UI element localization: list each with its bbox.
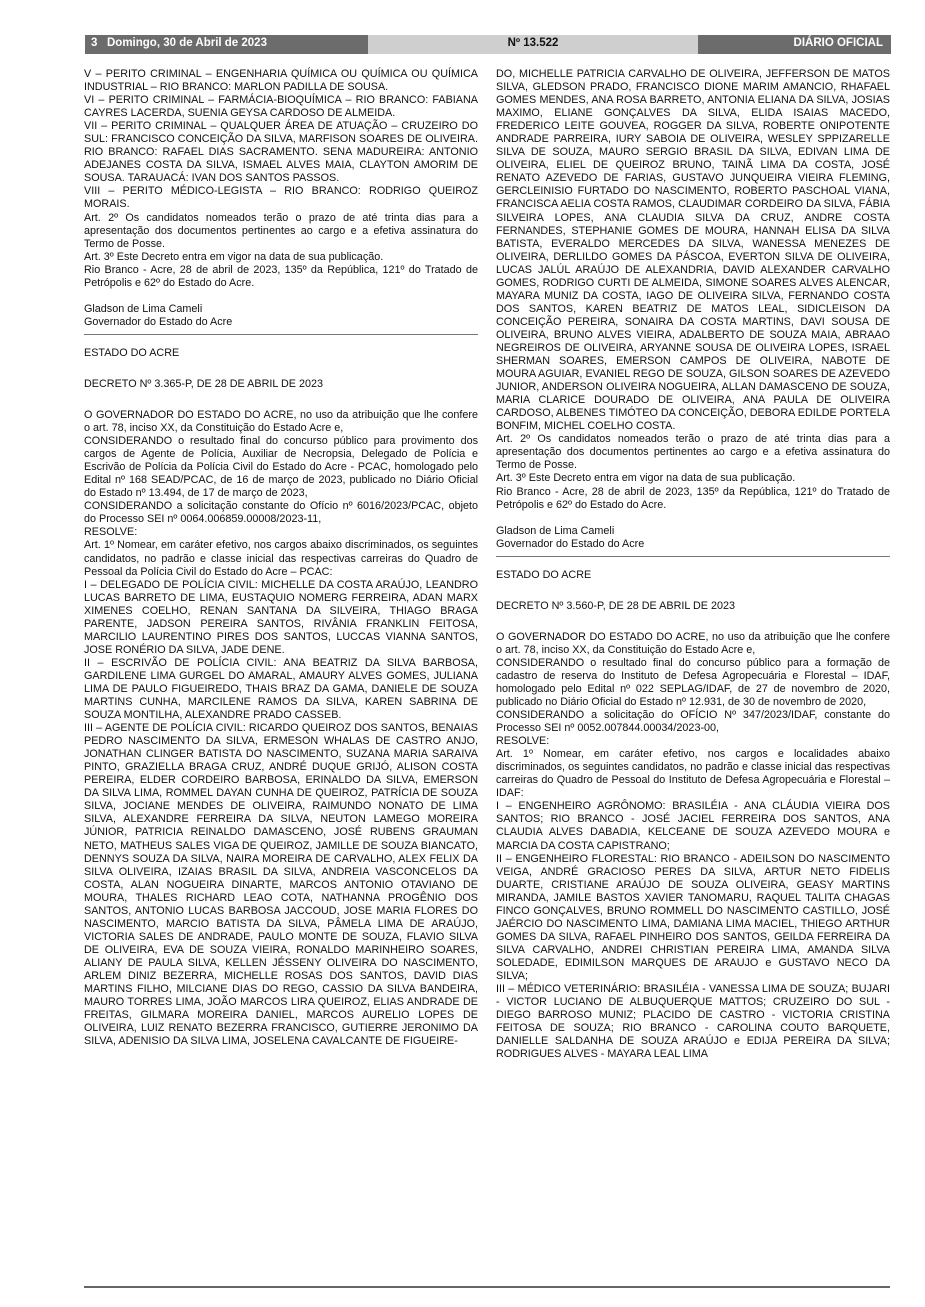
signer-name: Gladson de Lima Cameli — [84, 302, 203, 315]
decree-title: DECRETO Nº 3.365-P, DE 28 DE ABRIL DE 2023 — [84, 377, 323, 390]
decree-paragraph: Art. 1º Nomear, em caráter efetivo, nos cargos e localidades abaixo discriminados, os seguintes candidatos, no padrão e classe inicial das respectivas carreiras do Quadro de Pessoal do Instituto de Defesa Agropecuária e Florestal – IDAF: — [496, 748, 890, 800]
decree-title: DECRETO Nº 3.560-P, DE 28 DE ABRIL DE 2023 — [496, 599, 735, 612]
paragraph: V – PERITO CRIMINAL – ENGENHARIA QUÍMICA OU QUÍMICA OU QUÍMICA INDUSTRIAL – RIO BRANCO: MARLON PADILLA DE SOUSA. — [84, 68, 478, 94]
decree-paragraph: O GOVERNADOR DO ESTADO DO ACRE, no uso da atribuição que lhe confere o art. 78, inciso XX, da Constituição do Estado Acre e, — [496, 630, 890, 656]
decree-paragraph: II – ESCRIVÃO DE POLÍCIA CIVIL: ANA BEATRIZ DA SILVA BARBOSA, GARDILENE LIMA GURGEL DO AMARAL, AMAURY ALVES GOMES, JULIANA LIMA DE PAULO FIGUEIREDO, THAIS BRAZ DA GAMA, DANIELE DE SOUZA MARTINS CUNHA, MARCILENE RAMOS DA SILVA, KAREN SABRINA DE SOUZA MONTILHA, ALEXANDRE PRADO CASSEB. — [84, 656, 478, 722]
decree-paragraph: CONSIDERANDO o resultado final do concurso público para provimento dos cargos de Agente de Polícia, Auxiliar de Necropsia, Delegado de Polícia e Escrivão de Polícia da Polícia Civil do Estado do Acre - PCAC, homologado pelo Edital nº 168 SEAD/PCAC, de 16 de março de 2023, publicado no Diário Oficial do Estado nº 13.494, de 17 de março de 2023, — [84, 435, 478, 500]
decree-paragraph: O GOVERNADOR DO ESTADO DO ACRE, no uso da atribuição que lhe confere o art. 78, inciso XX, da Constituição do Estado Acre e, — [84, 408, 478, 435]
header-mid-band — [368, 35, 698, 54]
decree-paragraph: Art. 1º Nomear, em caráter efetivo, nos cargos abaixo discriminados, os seguintes candidatos, no padrão e classe inicial das respectivas carreiras do Quadro de Pessoal da Polícia Civil do Estado do Acre – PCAC: — [84, 539, 478, 578]
paragraph: Art. 3º Este Decreto entra em vigor na data de sua publicação. — [496, 472, 796, 485]
signer-title: Governador do Estado do Acre — [496, 537, 645, 550]
decree-paragraph: CONSIDERANDO a solicitação constante do Ofício nº 6016/2023/PCAC, objeto do Processo SEI nº 0064.006859.00008/2023-11, — [84, 500, 478, 526]
issue-date: Domingo, 30 de Abril de 2023 — [107, 37, 267, 49]
footer-rule — [84, 1286, 890, 1288]
paragraph: VI – PERITO CRIMINAL – FARMÁCIA-BIOQUÍMICA – RIO BRANCO: FABIANA CAYRES LACERDA, SUENIA GEYSA CARDOSO DE ALMEIDA. — [84, 94, 478, 120]
signer-title: Governador do Estado do Acre — [84, 315, 233, 328]
paragraph: VIII – PERITO MÉDICO-LEGISTA – RIO BRANCO: RODRIGO QUEIROZ MORAIS. — [84, 185, 478, 211]
paragraph: Rio Branco - Acre, 28 de abril de 2023, 135º da República, 121º do Tratado de Petrópolis e 62º do Estado do Acre. — [84, 263, 478, 289]
section-divider — [496, 556, 890, 557]
paragraph: DO, MICHELLE PATRICIA CARVALHO DE OLIVEIRA, JEFFERSON DE MATOS SILVA, GLEDSON PRADO, FRANCISCO DIONE MARIM AMANCIO, RHAFAEL GOMES MENDES, ANA ROSA BARRETO, ANTONIA ELIANA DA SILVA, JOSIAS MAXIMO, ELIANE GONÇALVES DA SILVA, ELIDA ISAIAS MACEDO, FREDERICO LEITE GOUVEA, ROGGER DA SILVA, ROBERTE ONIPOTENTE ANDRADE PARREIRA, IURY SABOIA DE OLIVEIRA, WESLEY SPPIZARELLE SILVA DE SOUZA, MAURO SERGIO BRASIL DA SILVA, EDIVAN LIMA DE OLIVEIRA, ELIEL DE QUEIROZ BRUNO, TAINÃ LIMA DA COSTA, JOSÉ RENATO AZEVEDO DE FARIAS, GUSTAVO JUNQUEIRA VIEIRA FLEMING, GERCLEINISIO FURTADO DO NASCIMENTO, ROBERTO PASCHOAL VIANA, FRANCISCA AELIA COSTA RAMOS, CLAUDIMAR CORDEIRO DA SILVA, FÁBIA SILVEIRA LOPES, ANA CLAUDIA SILVA DA CRUZ, ANDRE COSTA FERNANDES, STEPHANIE GOMES DE MOURA, HANNAH ELISA DA SILVA BATISTA, EVERALDO MERCEDES DA SILVA, WANESSA MENEZES DE OLIVEIRA, DERLILDO GOMES DA PÁSCOA, EVERTON SILVA DE OLIVEIRA, LUCAS JALÚL ARAÚJO DE ALEXANDRIA, DAVID ALEXANDER CARVALHO GOMES, RODRIGO CURTI DE ALMEIDA, SIMONE SOARES ALVES ALENCAR, MAYARA MUNIZ DA COSTA, IAGO DE OLIVEIRA SILVA, FERNANDO COSTA DOS SANTOS, KAREN BEATRIZ DE MATOS LEAL, SIDICLEISON DA CONCEIÇÃO PEREIRA, SONAIRA DA COSTA MARTINS, DAVI SOUSA DE OLIVEIRA, BRUNO ALVES VIEIRA, ADALBERTO DE SOUZA MAIA, ABRAAO NEGREIROS DE OLIVEIRA, ARYANNE SOUSA DE OLIVEIRA LOPES, ISRAEL SHERMAN SOARES, EMERSON CAMPOS DE OLIVEIRA, NABOTE DE MOURA AGUIAR, EVANIEL REGO DE SOUZA, GILSON SOARES DE AZEVEDO JUNIOR, ANDERSON OLIVEIRA NOGUEIRA, ALLAN DAMASCENO DE SOUZA, MARIA CLARICE DOURADO DE OLIVEIRA, ANA PAULA DE OLIVEIRA CARDOSO, ALBENES TIMÓTEO DA CONCEIÇÃO, DEBORA EDILDE PORTELA BONFIM, MICHEL COELHO COSTA. — [496, 68, 890, 433]
decree-paragraph: CONSIDERANDO a solicitação do OFÍCIO Nº 347/2023/IDAF, constante do Processo SEI nº 0052.007844.00034/2023-00, — [496, 709, 890, 735]
decree-paragraph: III – AGENTE DE POLÍCIA CIVIL: RICARDO QUEIROZ DOS SANTOS, BENAIAS PEDRO NASCIMENTO DA SILVA, ERMESON WHALAS DE CASTRO ANJO, JONATHAN CLINGER BATISTA DO NASCIMENTO, SUZANA MARIA SARAIVA PINTO, GRAZIELLA BRAGA CRUZ, ANDRÉ DUQUE GRIJÓ, ALISON COSTA PEREIRA, ELDER CORDEIRO BARBOSA, ERINALDO DA SILVA, EMERSON DA SILVA LIMA, ROMMEL DAYAN CUNHA DE QUEIROZ, PATRÍCIA DE SOUZA SILVA, JOCIANE MENDES DE OLIVEIRA, RAIMUNDO NONATO DE LIMA SILVA, ALEXANDRE FERREIRA DA SILVA, NEUTON LAMEGO MOREIRA JÚNIOR, PATRICIA REINALDO DAMASCENO, JOSÉ RUBENS GRAUMAN NETO, MATHEUS SALES VIGA DE QUEIROZ, JAMILLE DE SOUZA BIANCATO, DENNYS SOUZA DA SILVA, NAIRA MOREIRA DE CARVALHO, ALEX FELIX DA SILVA OLIVEIRA, IZAIAS BRASIL DA SILVA, ANDREIA VASCONCELOS DA COSTA, ALAN NOGUEIRA DINARTE, MARCOS ANTONIO OTAVIANO DE MOURA, THALES RICHARD LEAO COTA, NATHANNA PROGÊNIO DOS SANTOS, ANTONIO LUCAS BARBOSA JACCOUD, JOSE MARIA FLORES DO NASCIMENTO, MARCIO BATISTA DA SILVA, PÂMELA LIMA DE ARAÚJO, VICTORIA SALES DE ANDRADE, PAULO MONTE DE SOUZA, FLAVIO SILVA DE OLIVEIRA, EVA DE SOUZA VIEIRA, RONALDO MARINHEIRO SOARES, ALIANY DE PAULA SILVA, KELLEN JÉSSENY OLIVEIRA DO NASCIMENTO, ARLEM DINIZ BEZERRA, MICHELLE ROSAS DOS SANTOS, DAVID DIAS MARTINS FILHO, MILCIANE DIAS DO REGO, CASSIO DA SILVA BANDEIRA, MAURO TORRES LIMA, JOÃO MARCOS LIRA QUEIROZ, ELIAS ANDRADE DE FREITAS, GILMARA MOREIRA DANIEL, MARCOS AURELIO LOPES DE OLIVEIRA, LUIZ RENATO BEZERRA FRANCISCO, GUTIERRE JERONIMO DA SILVA, ADENISIO DA SILVA LIMA, JOSELENA CAVALCANTE DE FIGUEIRE- — [84, 722, 478, 1048]
paragraph: Rio Branco - Acre, 28 de abril de 2023, 135º da República, 121º do Tratado de Petrópolis e 62º do Estado do Acre. — [496, 485, 890, 511]
issue-number: Nº 13.522 — [507, 37, 559, 49]
signer-name: Gladson de Lima Cameli — [496, 524, 615, 537]
decree-paragraph: RESOLVE: — [84, 526, 138, 539]
paragraph: VII – PERITO CRIMINAL – QUALQUER ÁREA DE ATUAÇÃO – CRUZEIRO DO SUL: FRANCISCO CONCEIÇÃO DA SILVA, MARFISON SOARES DE OLIVEIRA. RIO BRANCO: RAFAEL DIAS SACRAMENTO. SENA MADUREIRA: ANTONIO ADEJANES COSTA DA SILVA, ISMAEL ALVES MAIA, CLAYTON AMORIM DE SOUSA. TARAUACÁ: IVAN DOS SANTOS PASSOS. — [84, 120, 478, 185]
decree-paragraph: III – MÉDICO VETERINÁRIO: BRASILÉIA - VANESSA LIMA DE SOUZA; BUJARI - VICTOR LUCIANO DE ALBUQUERQUE MATTOS; CRUZEIRO DO SUL - DIEGO BARROSO MUNIZ; PLACIDO DE CASTRO - VICTORIA CRISTINA FEITOSA DE SOUZA; RIO BRANCO - CAROLINA COUTO BARQUETE, DANIELLE SALDANHA DE SOUZA ARAÚJO e EDIJA PEREIRA DA SILVA; RODRIGUES ALVES - MAYARA LEAL LIMA — [496, 983, 890, 1061]
decree-paragraph: CONSIDERANDO o resultado final do concurso público para a formação de cadastro de reserva do Instituto de Defesa Agropecuária e Florestal – IDAF, homologado pelo Edital nº 022 SEPLAG/IDAF, de 27 de novembro de 2020, publicado no Diário Oficial do Estado nº 12.931, de 30 de novembro de 2020, — [496, 656, 890, 709]
section-heading: ESTADO DO ACRE — [496, 568, 592, 581]
publication-name: DIÁRIO OFICIAL — [793, 37, 883, 49]
paragraph: Art. 3º Este Decreto entra em vigor na data de sua publicação. — [84, 250, 384, 263]
decree-paragraph: I – ENGENHEIRO AGRÔNOMO: BRASILÉIA - ANA CLÁUDIA VIEIRA DOS SANTOS; RIO BRANCO - JOSÉ JACIEL FERREIRA DOS SANTOS, ANA CLAUDIA ALVES DABADIA, KELCEANE DE SOUZA AZEVEDO MOURA e MARCIA DA COSTA CAPISTRANO; — [496, 800, 890, 852]
page-number: 3 — [91, 37, 98, 49]
page-header — [85, 35, 891, 54]
section-heading: ESTADO DO ACRE — [84, 346, 180, 359]
paragraph: Art. 2º Os candidatos nomeados terão o prazo de até trinta dias para a apresentação dos documentos pertinentes ao cargo e a efetiva assinatura do Termo de Posse. — [84, 211, 478, 250]
decree-paragraph: II – ENGENHEIRO FLORESTAL: RIO BRANCO - ADEILSON DO NASCIMENTO VEIGA, ANDRÉ GRACIOSO PERES DA SILVA, ARTUR NETO FIDELIS DUARTE, CRISTIANE ARAÚJO DE SOUZA OLIVEIRA, GEASY MARTINS MIRANDA, JAMILE BASTOS XAVIER TANOMARU, RAQUEL TALITA CHAGAS FINCO GONÇALVES, BRUNO ROMMELL DO NASCIMENTO CASTILLO, JOSÉ JAÉRCIO DO NASCIMENTO LIMA, DAMIANA LIMA MACIEL, THIEGO ARTHUR GOMES DA SILVA, RAFAEL PINHEIRO DOS SANTOS, GEILDA FERREIRA DA SILVA CARVALHO, ANDREI CHRISTIAN PEREIRA LIMA, AMANDA SILVA SOLEDADE, EDIMILSON MARQUES DE ARAUJO e GUSTAVO NECO DA SILVA; — [496, 852, 890, 982]
right-column — [496, 68, 890, 1061]
header-right-band — [698, 35, 891, 54]
decree-paragraph: RESOLVE: — [496, 735, 550, 748]
header-left-band — [85, 35, 368, 54]
left-column — [84, 68, 478, 1048]
paragraph: Art. 2º Os candidatos nomeados terão o prazo de até trinta dias para a apresentação dos documentos pertinentes ao cargo e a efetiva assinatura do Termo de Posse. — [496, 433, 890, 472]
decree-paragraph: I – DELEGADO DE POLÍCIA CIVIL: MICHELLE DA COSTA ARAÚJO, LEANDRO LUCAS BARRETO DE LIMA, EUSTAQUIO NOMERG FERREIRA, ADAN MARX XIMENES COELHO, RENAN SANTANA DA SILVEIRA, THIAGO BRAGA PARENTE, JADSON PEREIRA SANTOS, RIVÂNIA FRANKLIN FEITOSA, MARCILIO LAURENTINO PIRES DOS SANTOS, LUCCAS VIANNA SANTOS, JOSE RONÉRIO DA SILVA, JADE DENE. — [84, 578, 478, 656]
section-divider — [84, 334, 478, 335]
